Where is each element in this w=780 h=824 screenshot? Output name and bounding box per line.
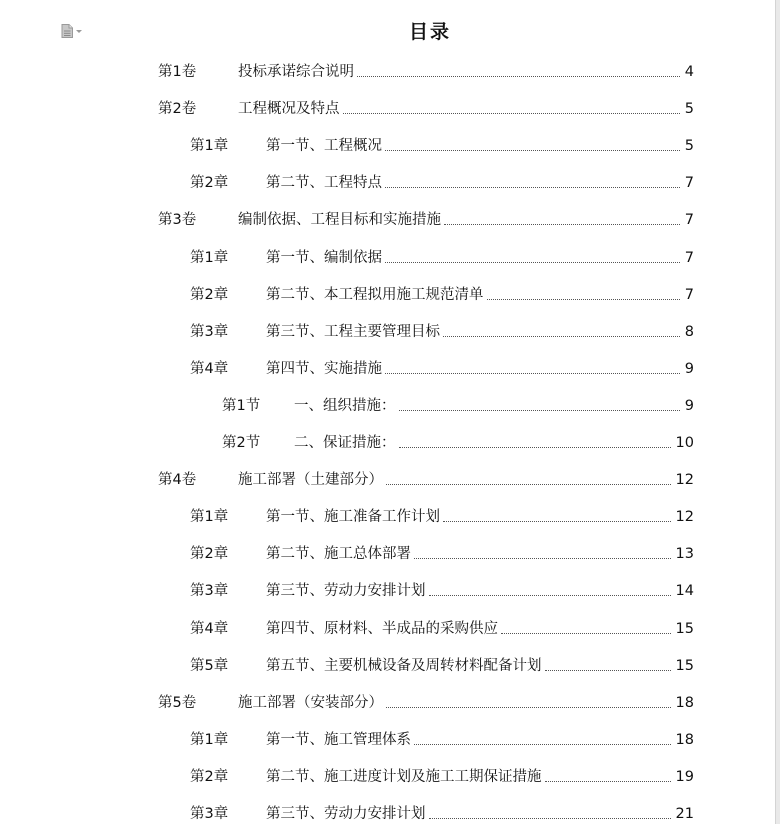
toc-entry-page: 13	[675, 546, 694, 563]
toc-entry-page: 9	[684, 360, 694, 377]
toc-entry-page: 7	[684, 249, 694, 266]
toc-entry-page: 21	[675, 806, 694, 822]
toc-entry-page: 4	[684, 64, 694, 80]
toc-entry-page: 19	[675, 768, 694, 785]
toc-dot-leader	[429, 595, 671, 596]
toc-dot-leader	[414, 558, 671, 559]
toc-entry-page: 9	[684, 397, 694, 414]
toc-dot-leader	[444, 224, 680, 225]
toc-entry-title: 第一节、施工管理体系	[266, 731, 411, 748]
toc-entry-number: 第3章	[190, 583, 229, 600]
toc-entry-title: 第四节、原材料、半成品的采购供应	[266, 620, 498, 637]
toc-entry[interactable]	[190, 354, 694, 378]
toc-entry-number: 第2章	[190, 286, 229, 303]
toc-entry-number: 第1章	[190, 249, 229, 266]
toc-entry[interactable]	[190, 762, 694, 786]
toc-dot-leader	[501, 633, 671, 634]
toc-entry-number: 第1章	[190, 509, 229, 526]
toc-entry-number: 第3章	[190, 323, 229, 340]
toc-entry-title: 第三节、工程主要管理目标	[266, 323, 440, 340]
toc-entry[interactable]	[158, 94, 694, 118]
page-title: 目录	[408, 21, 451, 43]
toc-entry-title: 工程概况及特点	[238, 101, 340, 118]
toc-entry-title: 第一节、施工准备工作计划	[266, 509, 440, 526]
toc-entry[interactable]	[190, 539, 694, 563]
toc-entry-page: 7	[684, 175, 694, 192]
toc-entry-number: 第4章	[190, 620, 229, 637]
toc-entry[interactable]	[158, 205, 694, 229]
toc-entry[interactable]	[190, 614, 694, 638]
toc-dot-leader	[443, 521, 671, 522]
toc-entry-title: 一、组织措施：	[294, 397, 396, 414]
toc-entry-number: 第3章	[190, 806, 229, 822]
toc-entry-title: 第二节、工程特点	[266, 175, 382, 192]
toc-entry-page: 18	[675, 694, 694, 711]
toc-entry[interactable]	[190, 243, 694, 267]
toc-entry-title: 第二节、本工程拟用施工规范清单	[266, 286, 484, 303]
toc-entry-page: 10	[675, 435, 694, 451]
toc-entry-page: 15	[675, 657, 694, 674]
toc-entry[interactable]	[190, 576, 694, 600]
toc-entry[interactable]	[158, 688, 694, 712]
toc-dot-leader	[385, 187, 680, 188]
toc-entry-page: 8	[684, 323, 694, 340]
toc-dot-leader	[385, 373, 680, 374]
toc-entry[interactable]	[222, 391, 694, 415]
toc-entry-number: 第5章	[190, 657, 229, 674]
toc-dot-leader	[487, 299, 680, 300]
toc-entry-number: 第5卷	[158, 694, 197, 711]
toc-entry-title: 第一节、编制依据	[266, 249, 382, 266]
toc-entry-page: 15	[675, 620, 694, 637]
toc-entry-number: 第2卷	[158, 101, 197, 118]
toc-entry-title: 第五节、主要机械设备及周转材料配备计划	[266, 657, 542, 674]
toc-entry-title: 第三节、劳动力安排计划	[266, 583, 426, 600]
toc-entry-page: 7	[684, 212, 694, 229]
toc-dot-leader	[385, 262, 680, 263]
toc-dot-leader	[385, 150, 680, 151]
toc-entry[interactable]	[158, 465, 694, 489]
toc-dot-leader	[545, 781, 671, 782]
toc-dot-leader	[399, 410, 680, 411]
toc-entry[interactable]	[190, 502, 694, 526]
toc-entry[interactable]	[190, 725, 694, 749]
toc-dot-leader	[399, 447, 671, 448]
toc-entry-number: 第3卷	[158, 212, 197, 229]
toc-entry[interactable]	[190, 168, 694, 192]
toc-entry[interactable]	[190, 280, 694, 304]
toc-entry-number: 第1章	[190, 138, 229, 155]
page-edge	[775, 0, 780, 824]
toc-dot-leader	[343, 113, 680, 114]
toc-entry-number: 第4卷	[158, 472, 197, 489]
toc-entry-number: 第2章	[190, 175, 229, 192]
toc-entry-title: 二、保证措施：	[294, 435, 396, 451]
toc-entry-number: 第1卷	[158, 64, 197, 80]
toc-dot-leader	[386, 707, 671, 708]
toc-entry[interactable]	[190, 651, 694, 675]
toc-entry-title: 投标承诺综合说明	[238, 64, 354, 80]
toc-entry-page: 14	[675, 583, 694, 600]
toc-entry[interactable]	[190, 317, 694, 341]
toc-entry-title: 施工部署（安装部分）	[238, 694, 383, 711]
toc-entry[interactable]	[222, 428, 694, 452]
toc-entry-title: 第三节、劳动力安排计划	[266, 806, 426, 822]
toc-dot-leader	[429, 818, 671, 819]
toc-entry[interactable]	[190, 131, 694, 155]
toc-entry-number: 第4章	[190, 360, 229, 377]
toc-entry-page: 7	[684, 286, 694, 303]
toc-dot-leader	[386, 484, 671, 485]
toc-entry-title: 施工部署（土建部分）	[238, 472, 383, 489]
toc-dot-leader	[357, 76, 680, 77]
toc-entry-number: 第1节	[222, 397, 261, 414]
toc-entry-title: 第四节、实施措施	[266, 360, 382, 377]
toc-entry-page: 5	[684, 101, 694, 118]
toc-entry-title: 第二节、施工总体部署	[266, 546, 411, 563]
toc-entry-page: 12	[675, 472, 694, 489]
toc-entry-number: 第2章	[190, 768, 229, 785]
toc-dot-leader	[414, 744, 671, 745]
toc-entry[interactable]	[190, 799, 694, 823]
toc-dot-leader	[545, 670, 671, 671]
toc-entry-title: 第二节、施工进度计划及施工工期保证措施	[266, 768, 542, 785]
toc-entry-number: 第2章	[190, 546, 229, 563]
toc-entry-page: 12	[675, 509, 694, 526]
toc-entry-number: 第2节	[222, 435, 261, 451]
toc-entry[interactable]	[158, 57, 694, 81]
toc-entry-page: 18	[675, 731, 694, 748]
toc-entry-page: 5	[684, 138, 694, 155]
toc-entry-number: 第1章	[190, 731, 229, 748]
toc-dot-leader	[443, 336, 680, 337]
toc-entry-title: 第一节、工程概况	[266, 138, 382, 155]
toc-entry-title: 编制依据、工程目标和实施措施	[238, 212, 441, 229]
